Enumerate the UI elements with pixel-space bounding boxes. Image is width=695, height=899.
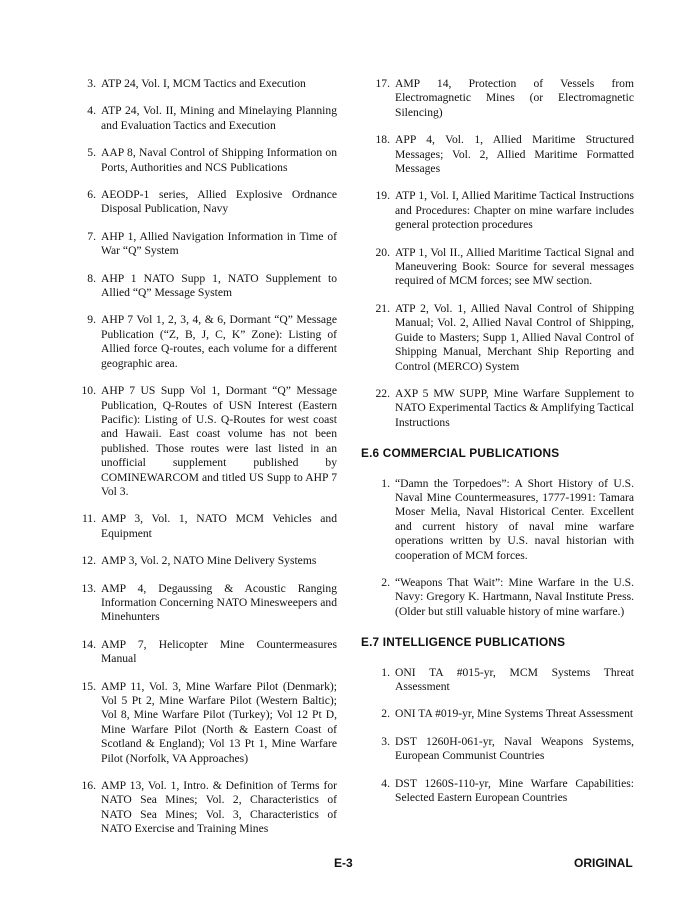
list-item: 20. ATP 1, Vol II., Allied Maritime Tactical Signal and Maneuvering Book: Source for several messages required of MCM forces; see MW section. <box>375 245 634 288</box>
list-item: 10. AHP 7 US Supp Vol 1, Dormant “Q” Message Publication, Q-Routes of USN Interest (Eastern Pacific): Listing of U.S. Q-Routes for west coast and Hawaii. East coast volume has not been published. Those routes were last listed in an unofficial supplement published by COMINEWARCOM and titled US Supp to AHP 7 Vol 3. <box>81 384 337 498</box>
list-item: 3. ATP 24, Vol. I, MCM Tactics and Execution <box>87 77 306 90</box>
list-item: 2. ONI TA #019-yr, Mine Systems Threat Assessment <box>381 707 634 721</box>
list-item: 22. AXP 5 MW SUPP, Mine Warfare Supplement to NATO Experimental Tactics & Amplifying Tactical Instructions <box>375 386 634 429</box>
list-item: 3. DST 1260H-061-yr, Naval Weapons Systems, European Communist Countries <box>381 734 634 763</box>
list-item: 16. AMP 13, Vol. 1, Intro. & Definition of Terms for NATO Sea Mines; Vol. 2, Characteristics of NATO Sea Mines; Vol. 3, Characteristics of NATO Exercise and Training Mines <box>81 779 337 836</box>
list-item: 12. AMP 3, Vol. 2, NATO Mine Delivery Systems <box>81 554 317 568</box>
list-item: 7. AHP 1, Allied Navigation Information in Time of War “Q” System <box>87 229 337 258</box>
list-item: 13. AMP 4, Degaussing & Acoustic Ranging Information Concerning NATO Minesweepers and Minehunters <box>81 581 337 624</box>
list-item: 4. DST 1260S-110-yr, Mine Warfare Capabilities: Selected Eastern European Countries <box>381 776 634 805</box>
list-item: 21. ATP 2, Vol. 1, Allied Naval Control of Shipping Manual; Vol. 2, Allied Naval Control of Shipping, Guide to Masters; Supp 1, Allied Naval Control of Shipping Manual, Merchant Ship Reporting and Control (MERCO) System <box>375 301 634 373</box>
list-item: 11. AMP 3, Vol. 1, NATO MCM Vehicles and Equipment <box>81 512 337 540</box>
list-item: 5. AAP 8, Naval Control of Shipping Information on Ports, Authorities and NCS Publications <box>87 146 337 174</box>
document-status: ORIGINAL <box>574 856 633 870</box>
list-item: 4. ATP 24, Vol. II, Mining and Minelaying Planning and Evaluation Tactics and Execution <box>87 104 337 132</box>
section-heading-commercial: E.6 COMMERCIAL PUBLICATIONS <box>361 446 560 461</box>
list-item: 1. ONI TA #015-yr, MCM Systems Threat Assessment <box>381 665 634 693</box>
left-column <box>75 77 337 850</box>
list-item: 18. APP 4, Vol. 1, Allied Maritime Structured Messages; Vol. 2, Allied Maritime Formatted Messages <box>375 133 634 176</box>
list-item: 9. AHP 7 Vol 1, 2, 3, 4, & 6, Dormant “Q” Message Publication (“Z, B, J, C, K” Zone): Listing of Allied force Q-routes, each volume for a different geographic area. <box>87 313 337 370</box>
list-item: 14. AMP 7, Helicopter Mine Countermeasures Manual <box>81 637 337 666</box>
list-item: 8. AHP 1 NATO Supp 1, NATO Supplement to Allied “Q” Message System <box>87 271 337 300</box>
list-item: 15. AMP 11, Vol. 3, Mine Warfare Pilot (Denmark); Vol 5 Pt 2, Mine Warfare Pilot (Western Baltic); Vol 8, Mine Warfare Pilot (Turkey); Vol 12 Pt D, Mine Warfare Pilot (North & Eastern Coast of Scotland & England); Vol 13 Pt 1, Mine Warfare Pilot (Norfolk, VA Approaches) <box>81 679 337 765</box>
list-item: 1. “Damn the Torpedoes”: A Short History of U.S. Naval Mine Countermeasures, 1777-1991: Tamara Moser Melia, Naval Historical Center. Excellent and current history of naval mine warfare operations written by U.S. naval historian with cooperation of MCM forces. <box>381 476 634 562</box>
list-item: 17. AMP 14, Protection of Vessels from Electromagnetic Mines (or Electromagnetic Silencing) <box>375 77 634 119</box>
right-column <box>361 77 634 818</box>
list-item: 6. AEODP-1 series, Allied Explosive Ordnance Disposal Publication, Navy <box>87 188 337 216</box>
section-heading-intelligence: E.7 INTELLIGENCE PUBLICATIONS <box>361 635 566 650</box>
list-item: 19. ATP 1, Vol. I, Allied Maritime Tactical Instructions and Procedures: Chapter on mine warfare includes general protection procedures <box>375 189 634 232</box>
list-item: 2. “Weapons That Wait”: Mine Warfare in the U.S. Navy: Gregory K. Hartmann, Naval Institute Press. (Older but still valuable history of mine warfare.) <box>381 575 634 618</box>
page-number: E-3 <box>334 856 353 870</box>
